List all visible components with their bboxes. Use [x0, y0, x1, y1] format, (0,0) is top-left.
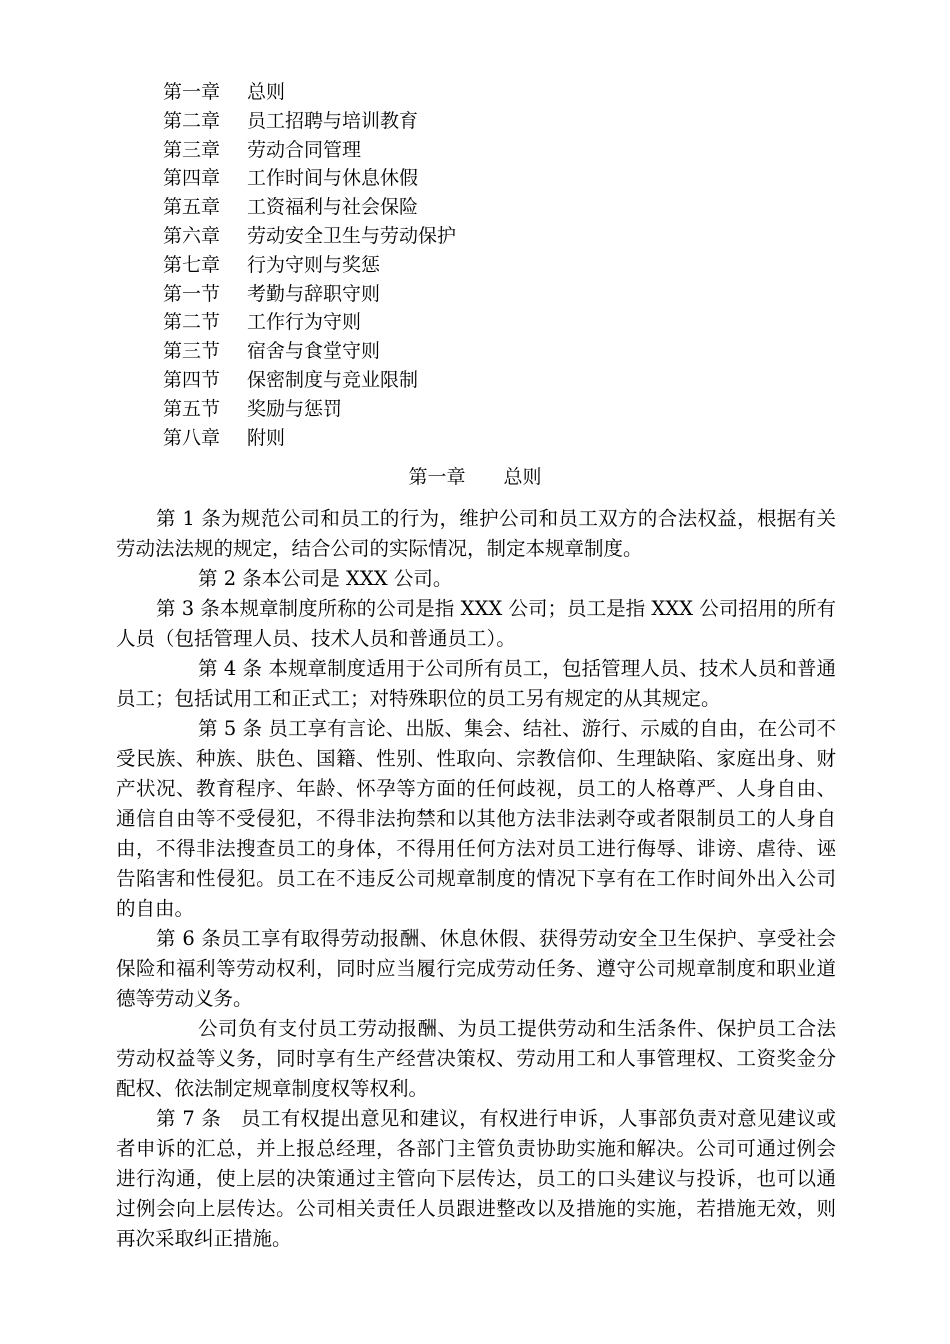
toc-entry-number: 第五节 — [163, 397, 221, 420]
article-paragraph: 第 2 条本公司是 XXX 公司。 — [198, 567, 453, 590]
toc-entry-number: 第六章 — [163, 224, 221, 247]
toc-entry-title: 工作时间与休息休假 — [247, 167, 419, 190]
table-of-contents — [163, 78, 663, 452]
toc-entry — [163, 424, 663, 453]
article-paragraph: 第 7 条 员工有权提出意见和建议，有权进行申诉，人事部负责对意见建议或者申诉的汇总，并上报总经理，各部门主管负责协助实施和解决。公司可通过例会进行沟通，使上层的决策通过主管向下层传达，员工的口头建议与投诉，也可以通过例会向上层传达。公司相关责任人员跟进整改以及措施的实施，若措施无效，则再次采取纠正措施。 — [116, 1107, 836, 1250]
toc-entry-title: 劳动安全卫生与劳动保护 — [247, 224, 457, 247]
toc-entry — [163, 136, 663, 165]
chapter-heading — [0, 462, 950, 492]
toc-entry — [163, 193, 663, 222]
toc-entry-number: 第三章 — [163, 138, 221, 161]
toc-entry-number: 第一章 — [163, 81, 221, 103]
toc-entry-number: 第四节 — [163, 368, 221, 391]
toc-entry-title: 考勤与辞职守则 — [247, 282, 381, 305]
toc-entry — [163, 308, 663, 337]
article-paragraph: 第 6 条员工享有取得劳动报酬、休息休假、获得劳动安全卫生保护、享受社会保险和福利等劳动权利，同时应当履行完成劳动任务、遵守公司规章制度和职业道德等劳动义务。 — [116, 927, 836, 1010]
toc-entry-number: 第三节 — [163, 340, 221, 363]
toc-entry-title: 保密制度与竞业限制 — [247, 368, 419, 391]
article-paragraph: 第 3 条本规章制度所称的公司是指 XXX 公司；员工是指 XXX 公司招用的所有人员（包括管理人员、技术人员和普通员工）。 — [116, 597, 836, 650]
toc-entry-title: 工资福利与社会保险 — [247, 196, 419, 219]
toc-entry-title: 总则 — [247, 81, 286, 103]
chapter-heading-number: 第一章 — [408, 466, 466, 488]
toc-entry-number: 第五章 — [163, 196, 221, 219]
toc-entry-number: 第七章 — [163, 253, 221, 276]
toc-entry-title: 附则 — [247, 426, 286, 449]
article-paragraph: 第 5 条 员工享有言论、出版、集会、结社、游行、示威的自由，在公司不受民族、种族、肤色、国籍、性别、性取向、宗教信仰、生理缺陷、家庭出身、财产状况、教育程序、年龄、怀孕等方面的任何歧视，员工的人格尊严、人身自由、通信自由等不受侵犯，不得非法拘禁和以其他方法非法剥夺或者限制员工的人身自由，不得非法搜查员工的身体，不得用任何方法对员工进行侮辱、诽谤、虐待、诬告陷害和性侵犯。员工在不违反公司规章制度的情况下享有在工作时间外出入公司的自由。 — [116, 717, 836, 920]
article-paragraph: 公司负有支付员工劳动报酬、为员工提供劳动和生活条件、保护员工合法劳动权益等义务，同时享有生产经营决策权、劳动用工和人事管理权、工资奖金分配权、依法制定规章制度权等权利。 — [116, 1017, 836, 1100]
article-paragraph: 第 1 条为规范公司和员工的行为，维护公司和员工双方的合法权益，根据有关劳动法法规的规定，结合公司的实际情况，制定本规章制度。 — [116, 507, 836, 560]
toc-entry — [163, 222, 663, 251]
toc-entry-number: 第二章 — [163, 109, 221, 132]
toc-entry — [163, 337, 663, 366]
toc-entry-number: 第八章 — [163, 426, 221, 449]
toc-entry-title: 员工招聘与培训教育 — [247, 109, 419, 132]
toc-entry — [163, 280, 663, 309]
toc-entry-title: 行为守则与奖惩 — [247, 253, 381, 276]
toc-entry-title: 宿舍与食堂守则 — [247, 340, 381, 363]
article-paragraph: 第 4 条 本规章制度适用于公司所有员工，包括管理人员、技术人员和普通员工；包括试用工和正式工；对特殊职位的员工另有规定的从其规定。 — [116, 657, 836, 710]
chapter-body — [116, 504, 836, 1254]
toc-entry — [163, 366, 663, 395]
toc-entry-title: 劳动合同管理 — [247, 138, 362, 161]
toc-entry — [163, 251, 663, 280]
toc-entry-number: 第四章 — [163, 167, 221, 190]
toc-entry-title: 奖励与惩罚 — [247, 397, 343, 420]
toc-entry-title: 工作行为守则 — [247, 311, 362, 334]
toc-entry — [163, 107, 663, 136]
chapter-heading-title: 总则 — [503, 466, 542, 488]
toc-entry — [163, 395, 663, 424]
toc-entry-number: 第二节 — [163, 311, 221, 334]
toc-entry — [163, 164, 663, 193]
toc-entry — [163, 78, 663, 107]
toc-entry-number: 第一节 — [163, 282, 221, 305]
